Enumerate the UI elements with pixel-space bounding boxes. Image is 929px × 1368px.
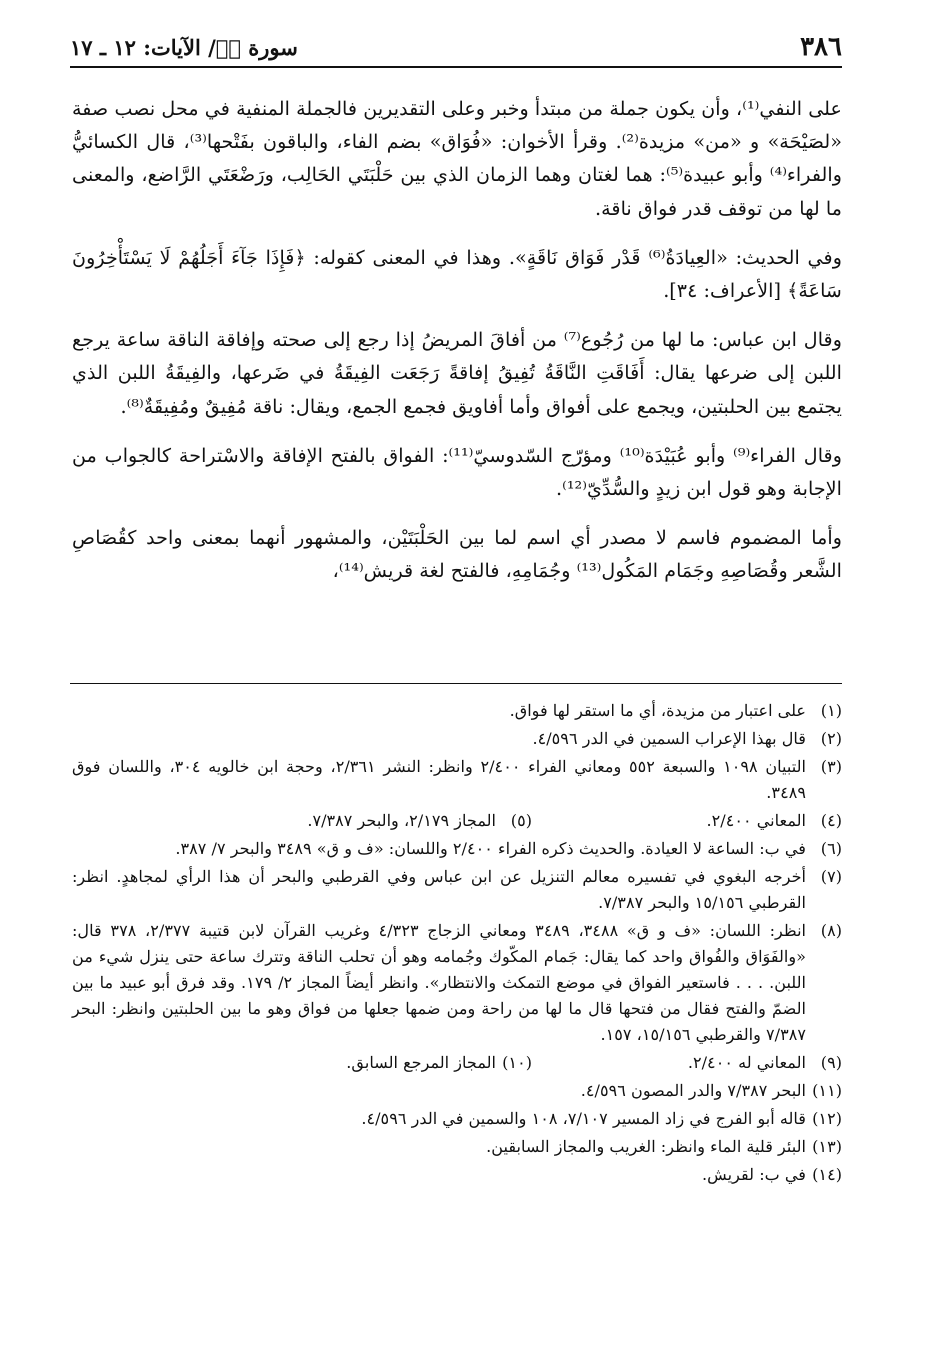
footnote-text: قال بهذا الإعراب السمين في الدر ٤/٥٩٦.	[532, 729, 806, 748]
footnote	[72, 1162, 842, 1188]
header-rule	[70, 66, 842, 68]
footnote-number: (٤)	[820, 811, 842, 830]
footnote-number: (٨)	[820, 921, 842, 940]
footnote	[72, 864, 842, 916]
footnote	[72, 918, 842, 1048]
footnote	[72, 726, 842, 752]
footnote	[532, 808, 842, 834]
footnote-number: (٦)	[820, 839, 842, 858]
footnote-number: (٥)	[510, 811, 532, 830]
page-header	[70, 30, 842, 64]
footnote	[72, 836, 842, 862]
footnote-text: التبيان ١٠٩٨ والسبعة ٥٥٢ ومعاني الفراء ٢/٤٠٠ وانظر: النشر ٢/٣٦١، وحجة ابن خالويه ٣٠٤، واللسان فوق ٣٤٨٩.	[72, 757, 807, 802]
footnote-number: (١١)	[812, 1081, 842, 1100]
paragraph: وقال ابن عباس: ما لها من رُجُوع⁽⁷⁾ من أفاقَ المريضُ إذا رجع إلى صحته وإفاقة الناقة ساعة يرجع اللبن إلى ضرعها يقال: أَفَاقَتِ النَّاقَةُ تُفِيقُ إفاقةً رَجَعَت الفِيقَةُ في ضَرعها، والفِيقَةُ اللبن الذي يجتمع بين الحلبتين، ويجمع على أفواق وأما أفاويق فجمع الجمع، ويقال: ناقة مُفِيقٌ ومُفِيقَةٌ⁽⁸⁾.	[72, 328, 842, 418]
footnote-number: (١٤)	[812, 1165, 842, 1184]
footnote-text: البئر قلية الماء وانظر: الغريب والمجاز السابقين.	[486, 1137, 806, 1156]
footnote-number: (٢)	[820, 729, 842, 748]
footnote-text: أخرجه البغوي في تفسيره معالم التنزيل عن ابن عباس وفي القرطبي والبحر أن هذا الرأي لمجاهدٍ. انظر: القرطبي ١٥/١٥٦ والبحر ٧/٣٨٧.	[72, 867, 806, 912]
footnote-number: (٧)	[820, 867, 842, 886]
footnote	[72, 698, 842, 724]
footnote-number: (٩)	[820, 1053, 842, 1072]
footnote-text: على اعتبار من مزيدة، أي ما استقر لها فواق.	[509, 701, 806, 720]
footnote-text: انظر: اللسان: «ف و ق» ٣٤٨٨، ٣٤٨٩ ومعاني الزجاج ٤/٣٢٣ وغريب القرآن لابن قتيبة ٢/٣٧٧، ٣٧٨ قال: «والفَوَاق والفُواق واحد كما يقال: جَمام المكّوك وجُمامه وهو أن تحلب الناقة وتترك ساعة حتى ينزل شيء من اللبن. . . . فاستعير الفواق في موضع التمكث والانتظار». وانظر أيضاً المجاز ٢/ ١٧٩. وقد فرق أبو عبيد ما بين الضمّ والفتح فقال من فتحها قال ما لها من راحة ومن ضمها جعلها من فواق وهو ما بين الحلبتين وانظر: البحر ٧/٣٨٧ والقرطبي ١٥/١٥٦، ١٥٧.	[72, 921, 807, 1044]
footnote	[72, 1134, 842, 1160]
footnote-text: البحر ٧/٣٨٧ والدر المصون ٤/٥٩٦.	[580, 1081, 806, 1100]
footnote-pair	[72, 1050, 842, 1076]
paragraph: على النفي⁽¹⁾، وأن يكون جملة من مبتدأ وخبر وعلى التقديرين فالجملة المنفية في محل نصب صفة «لصَيْحَة» و «من» مزيدة⁽²⁾. وقرأ الأخوان: «فُوَاق» بضم الفاء، والباقون بفَتْحها⁽³⁾، قال الكسائيُّ والفراء⁽⁴⁾ وأبو عبيدة⁽⁵⁾: هما لغتان وهما الزمان الذي بين حَلْبَتَي الحَالِب، ورَضْعَتَي الرَّاضع، والمعنى ما لها من توقف قدر فواق ناقة.	[72, 97, 842, 220]
footnote-number: (٣)	[820, 757, 842, 776]
paragraph: وفي الحديث: «العِيادَةُ⁽⁶⁾ قَدْر فَوَاق نَاقَةٍ». وهذا في المعنى كقوله: ﴿فَإِذَا جَآءَ أَجَلُهُمْ لَا يَسْتَأْخِرُونَ سَاعَةً﴾ [الأعراف: ٣٤].	[72, 245, 842, 303]
footnotes	[72, 698, 842, 1190]
footnote-text: في ب: لقريش.	[702, 1165, 806, 1184]
footnote-separator	[70, 683, 842, 684]
main-text	[72, 92, 842, 604]
footnote	[72, 1078, 842, 1104]
footnote-text: المجاز المرجع السابق.	[346, 1053, 496, 1072]
paragraph: وقال الفراء⁽⁹⁾ وأبو عُبَيْدَة⁽¹⁰⁾ ومؤرّج السّدوسيّ⁽¹¹⁾: الفواق بالفتح الإفاقة والاسْتراحة كالجواب من الإجابة وهو قول ابن زيدٍ والسُّدِّيّ⁽¹²⁾.	[72, 443, 842, 501]
footnote-number: (١٣)	[812, 1137, 842, 1156]
footnote	[72, 754, 842, 806]
paragraph: وأما المضموم فاسم لا مصدر أي اسم لما بين الحَلْبَتَيْن، والمشهور أنهما بمعنى واحد كقُصَاصِ الشَّعر وقُصَاصِهِ وجَمَام المَكُول⁽¹³⁾ وجُمَامِهِ، فالفتح لغة قريش⁽¹⁴⁾،	[72, 526, 842, 583]
footnote-text: المجاز ٢/١٧٩، والبحر ٧/٣٨٧.	[307, 811, 496, 830]
footnote-number: (١٠)	[502, 1053, 532, 1072]
footnote-text: المعاني ٢/٤٠٠.	[706, 811, 806, 830]
page-number: ٣٨٦	[800, 32, 842, 62]
footnote-text: قاله أبو الفرج في زاد المسير ٧/١٠٧، ١٠٨ والسمين في الدر ٤/٥٩٦.	[361, 1109, 806, 1128]
footnote-number: (١٢)	[812, 1109, 842, 1128]
footnote	[307, 808, 532, 834]
footnote-text: المعاني له ٢/٤٠٠.	[687, 1053, 806, 1072]
footnote	[72, 1106, 842, 1132]
footnote-text: في ب: الساعة لا العيادة. والحديث ذكره الفراء ٢/٤٠٠ واللسان: «ف و ق» ٣٤٨٩ والبحر ٧/ ٣٨٧.	[175, 839, 806, 858]
footnote	[532, 1050, 842, 1076]
footnote-pair	[72, 808, 842, 834]
footnote	[346, 1050, 532, 1076]
running-head: سورة صۤ/ الآيات: ١٢ ـ ١٧	[70, 34, 298, 60]
footnote-number: (١)	[820, 701, 842, 720]
